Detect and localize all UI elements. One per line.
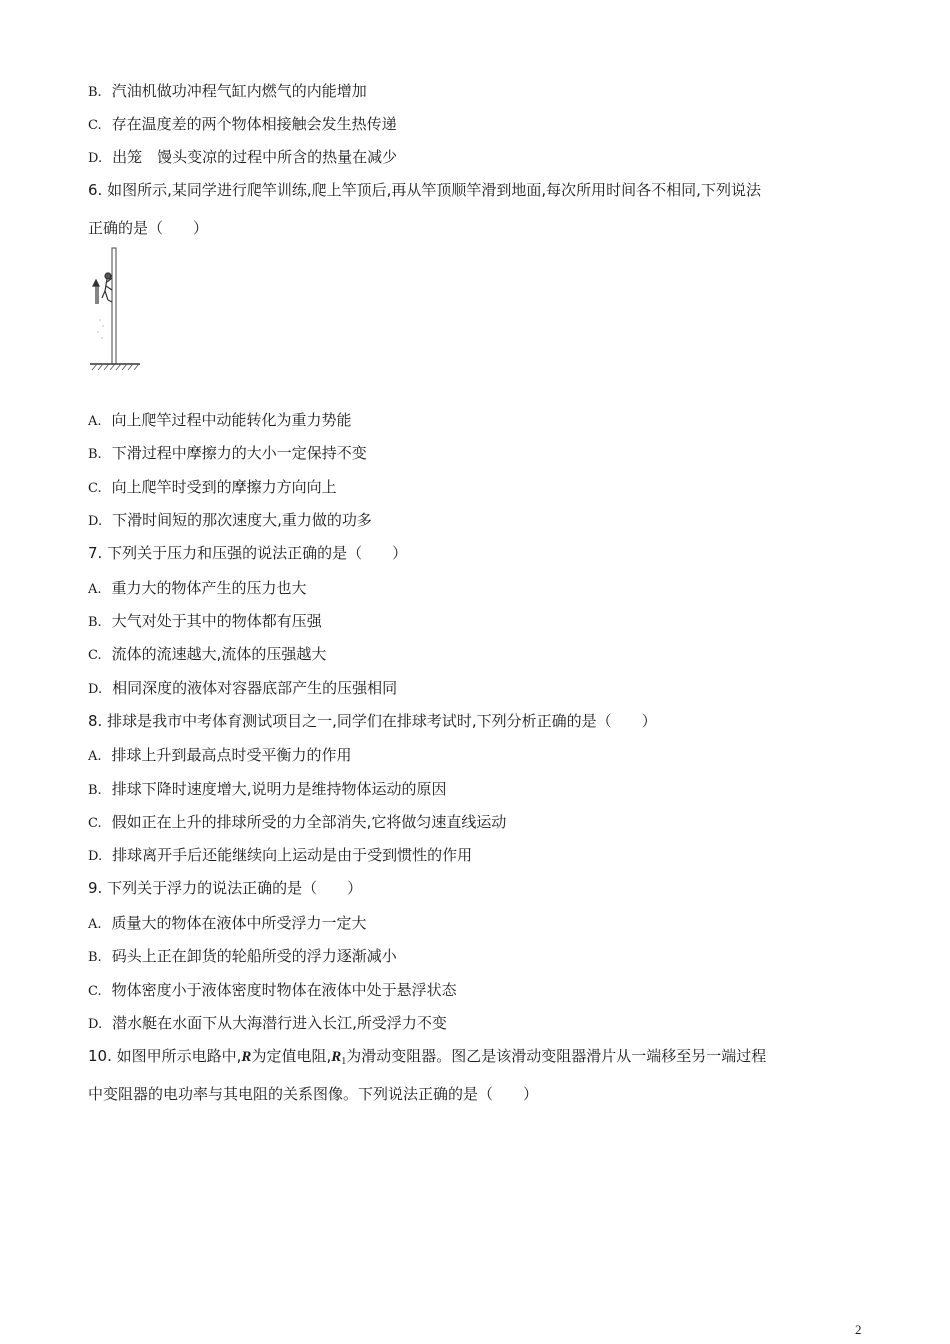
q7-option-b: B. 大气对处于其中的物体都有压强 — [88, 612, 322, 630]
q8-stem: 8. 排球是我市中考体育测试项目之一,同学们在排球考试时,下列分析正确的是（ ） — [88, 712, 657, 730]
q6-stem-line2: 正确的是（ ） — [88, 219, 209, 237]
q9-stem: 9. 下列关于浮力的说法正确的是（ ） — [88, 879, 363, 897]
q8-option-b: B. 排球下降时速度增大,说明力是维持物体运动的原因 — [88, 780, 447, 798]
motion-dots — [97, 319, 104, 339]
arrow-up-icon — [93, 280, 99, 304]
q7-option-c: C. 流体的流速越大,流体的压强越大 — [88, 645, 327, 663]
pole — [112, 248, 116, 364]
ground-hatching — [92, 364, 139, 370]
q8-option-c: C. 假如正在上升的排球所受的力全部消失,它将做匀速直线运动 — [88, 813, 507, 831]
q9-option-d: D. 潜水艇在水面下从大海潜行进入长江,所受浮力不变 — [88, 1014, 447, 1032]
q7-option-a: A. 重力大的物体产生的压力也大 — [88, 579, 307, 597]
q6-option-d: D. 下滑时间短的那次速度大,重力做的功多 — [88, 511, 372, 529]
q10-stem-line2: 中变阻器的电功率与其电阻的关系图像。下列说法正确的是（ ） — [88, 1085, 539, 1103]
q6-option-b: B. 下滑过程中摩擦力的大小一定保持不变 — [88, 444, 367, 462]
q7-option-d: D. 相同深度的液体对容器底部产生的压强相同 — [88, 679, 398, 697]
q6-stem: 6. 如图所示,某同学进行爬竿训练,爬上竿顶后,再从竿顶顺竿滑到地面,每次所用时间各不相同,下列说法 — [88, 181, 761, 199]
q5-option-d: D. 出笼 馒头变凉的过程中所含的热量在减少 — [88, 148, 398, 166]
q9-option-b: B. 码头上正在卸货的轮船所受的浮力逐渐减小 — [88, 947, 397, 965]
page-number: 2 — [855, 1322, 862, 1337]
q9-option-a: A. 质量大的物体在液体中所受浮力一定大 — [88, 914, 367, 932]
pole-climbing-figure — [88, 246, 148, 374]
q8-option-a: A. 排球上升到最高点时受平衡力的作用 — [88, 746, 352, 764]
q5-option-b: B. 汽油机做功冲程气缸内燃气的内能增加 — [88, 82, 367, 100]
q7-stem: 7. 下列关于压力和压强的说法正确的是（ ） — [88, 544, 408, 562]
q6-option-c: C. 向上爬竿时受到的摩擦力方向向上 — [88, 478, 337, 496]
q10-stem: 10. 如图甲所示电路中,R为定值电阻$,R_1$为滑动变阻器。图乙是该滑动变阻器滑片从一端移至另一端过程 — [88, 1047, 767, 1067]
q6-option-a: A. 向上爬竿过程中动能转化为重力势能 — [88, 411, 352, 429]
q8-option-d: D. 排球离开手后还能继续向上运动是由于受到惯性的作用 — [88, 846, 473, 864]
r1-symbol: $R_1$ — [331, 1049, 347, 1067]
q9-option-c: C. 物体密度小于液体密度时物体在液体中处于悬浮状态 — [88, 981, 457, 999]
climber-icon — [102, 273, 112, 302]
q5-option-c: C. 存在温度差的两个物体相接触会发生热传递 — [88, 115, 397, 133]
